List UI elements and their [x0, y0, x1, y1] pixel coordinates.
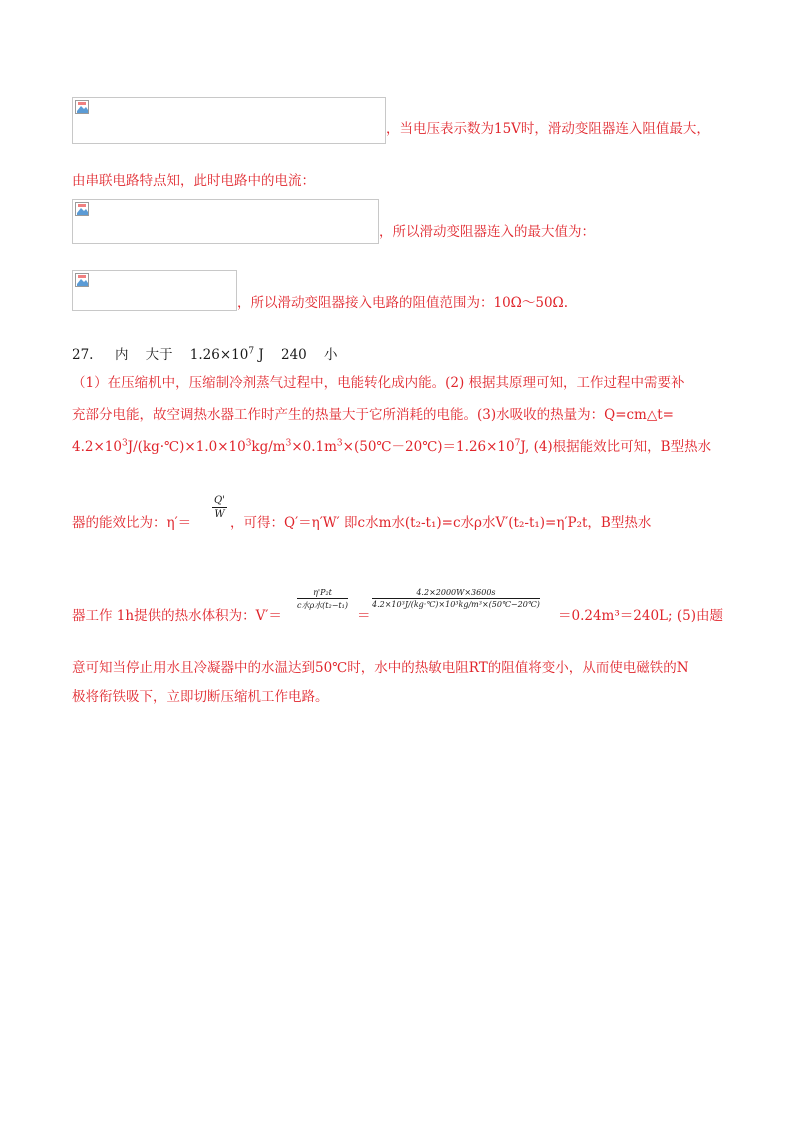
- q27-para-2: 充部分电能，故空调热水器工作时产生的热量大于它所消耗的电能。(3)水吸收的热量为：Q=cm△t=: [72, 407, 674, 423]
- q27-para-3: $4.2\times 10^3J/(kg\cdot℃)\times 1.0\times 10^3kg/m^3\times 0.1m^3\times(50℃-20℃)=1.26\times 10^7J$, (4)根据能效比可知，B型热水: [72, 438, 712, 455]
- answer-5: 小: [323, 347, 338, 363]
- q27-para-1: （1）在压缩机中，压缩制冷剂蒸气过程中，电能转化成内能。(2) 根据其原理可知，工作过程中需要补: [72, 375, 685, 391]
- q27-para-6: 意可知当停止用水且冷凝器中的水温达到50℃时，水中的热敏电阻RT的阻值将变小，从而使电磁铁的N: [72, 660, 689, 676]
- formula-image-2: [72, 199, 379, 244]
- answer-2: 大于: [145, 347, 173, 363]
- q27-para-5-eq: ＝: [357, 608, 371, 624]
- q27-para-4-tail: ，可得：Q′＝η′W′ 即c水m水(t₂-t₁)=c水ρ水V′(t₂-t₁)=η′P₂t，B型热水: [230, 515, 652, 531]
- line3-tail: ，所以滑动变阻器连入的最大值为：: [379, 224, 595, 240]
- formula-image-3: [72, 270, 237, 311]
- q27-para-7: 极将衔铁吸下，立即切断压缩机工作电路。: [72, 689, 329, 705]
- fraction-volume-symbolic: η'P₂t c水ρ水(t₂−t₁): [297, 588, 348, 610]
- answer-1: 内: [114, 347, 129, 363]
- answer-3: 1.26×10: [189, 347, 249, 363]
- line2: 由串联电路特点知，此时电路中的电流：: [72, 173, 315, 189]
- answer-4: 240: [280, 347, 307, 363]
- q27-number: 27.: [72, 347, 94, 363]
- q27-para-5-tail: ＝0.24m³＝240L; (5)由题: [558, 608, 723, 624]
- broken-image-icon: [75, 100, 91, 116]
- answer-3-unit: J: [258, 347, 264, 363]
- answer-3-exp: 7: [248, 346, 255, 357]
- line4-tail: ，所以滑动变阻器接入电路的阻值范围为：10Ω～50Ω.: [237, 295, 569, 311]
- broken-image-icon: [75, 202, 91, 218]
- line1-tail: ，当电压表示数为15V时，滑动变阻器连入阻值最大，: [386, 121, 710, 137]
- q27-answer-line: [72, 346, 337, 364]
- fraction-volume-numeric: $\frac{4.2\times 2000W\times 3600s}{\text{4.2×10³J/(kg·℃)×10³kg/m³×(50℃−20℃)}}$: [372, 588, 540, 609]
- q27-para-4-lead: 器的能效比为：η′＝: [72, 515, 192, 531]
- broken-image-icon: [75, 273, 91, 289]
- fraction-q-over-w: $\frac{Q'}{W}$: [214, 495, 225, 520]
- q27-para-5-lead: 器工作 1h提供的热水体积为：V′＝: [72, 608, 282, 624]
- formula-image-1: [72, 97, 386, 144]
